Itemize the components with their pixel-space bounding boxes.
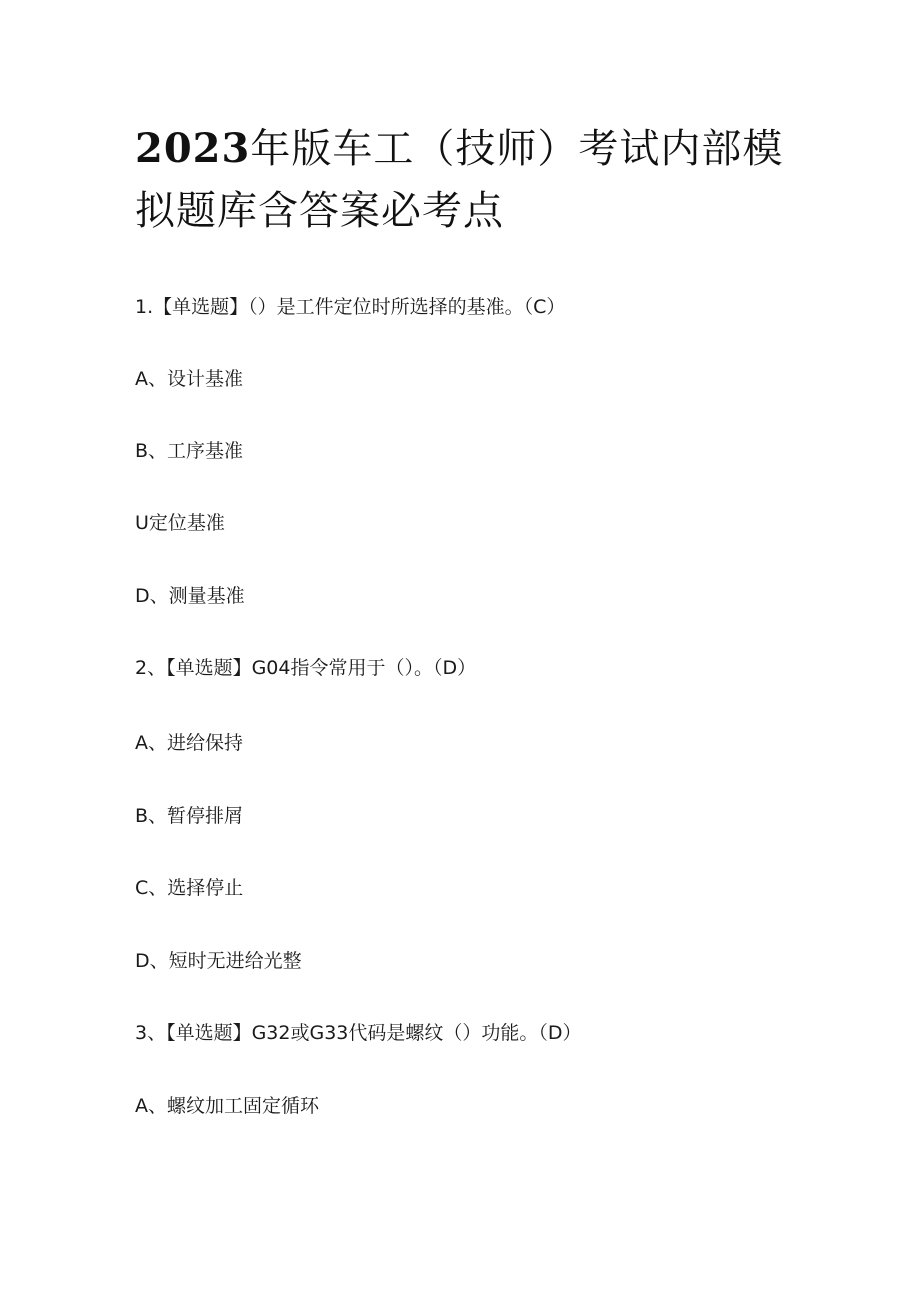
question-3-option-a: A、螺纹加工固定循环 (135, 1095, 319, 1117)
question-2-option-d: D、短时无进给光整 (135, 950, 302, 972)
question-2-option-c: C、选择停止 (135, 877, 244, 899)
document-title (135, 118, 815, 242)
title-text-line1: 年版车工（技师）考试内部模 (250, 126, 784, 172)
question-1-option-b: B、工序基准 (135, 440, 244, 462)
question-1-option-a: A、设计基准 (135, 368, 243, 390)
question-3-stem: 3、【单选题】G32或G33代码是螺纹（）功能。（D） (135, 1022, 582, 1044)
question-1-option-c: U定位基准 (135, 512, 225, 534)
question-1-stem: 1.【单选题】（）是工件定位时所选择的基准。（C） (135, 296, 566, 318)
title-year: 2023 (135, 125, 251, 172)
question-2-option-b: B、暂停排屑 (135, 805, 244, 827)
question-1-option-d: D、测量基准 (135, 585, 245, 607)
title-text-line2: 拟题库含答案必考点 (135, 188, 504, 234)
question-2-stem: 2、【单选题】G04指令常用于（）。（D） (135, 657, 477, 679)
question-2-option-a: A、进给保持 (135, 732, 243, 754)
